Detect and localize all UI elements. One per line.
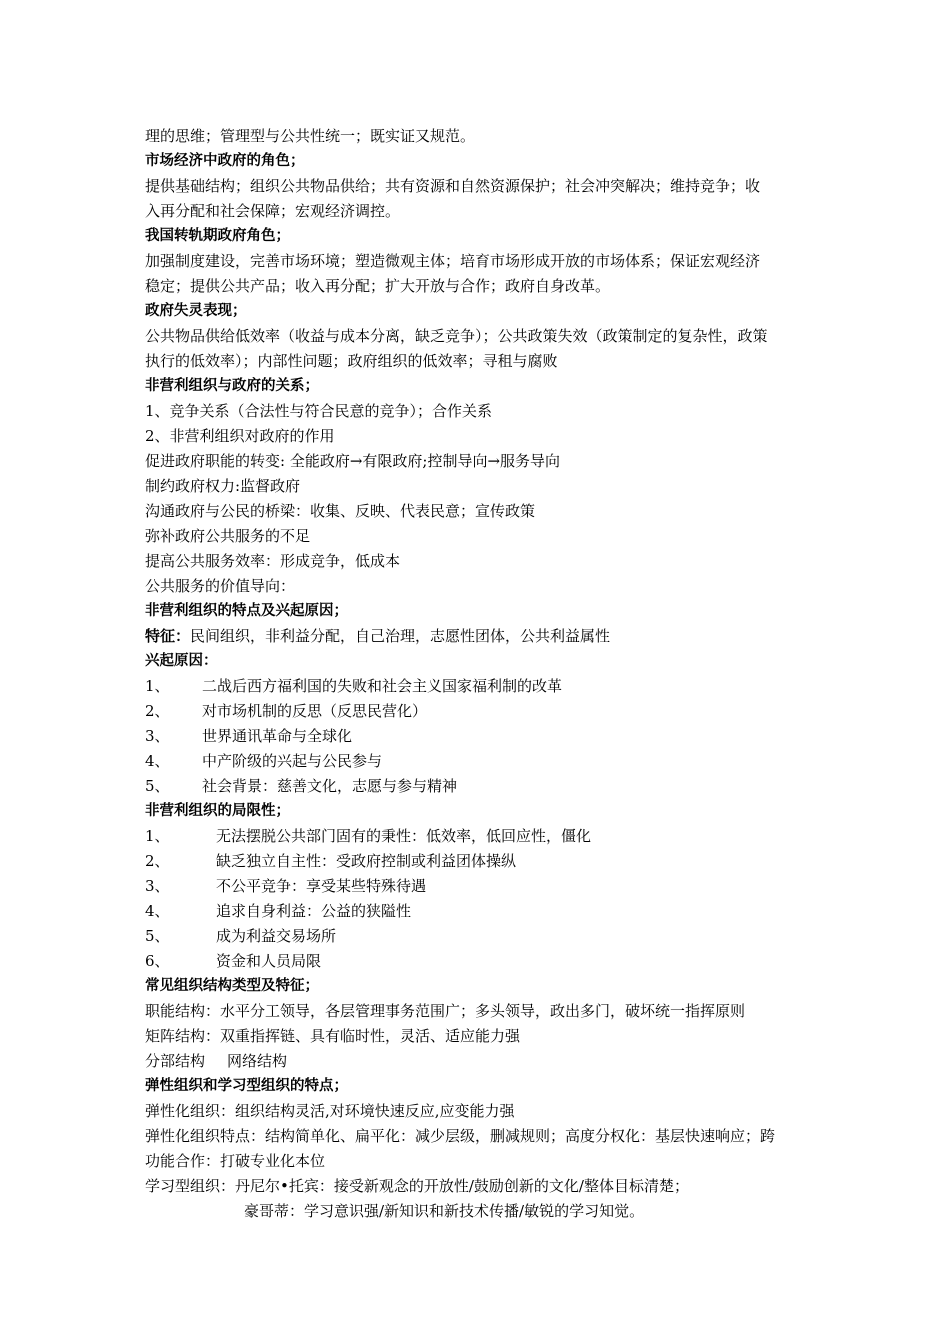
- network-structure-label: 网络结构: [227, 1052, 288, 1070]
- list-text: 追求自身利益：公益的狭隘性: [216, 902, 412, 920]
- text-line: 入再分配和社会保障；宏观经济调控。: [145, 202, 401, 220]
- list-number: 1、: [145, 677, 170, 695]
- text-line: 弹性化组织：组织结构灵活,对环境快速反应,应变能力强: [145, 1102, 515, 1120]
- text-line: 1、竞争关系（合法性与符合民意的竞争）；合作关系: [145, 402, 493, 420]
- features-label: 特征：: [145, 627, 191, 645]
- section-heading-npo-features: 非营利组织的特点及兴起原因；: [145, 603, 348, 619]
- text-line: 沟通政府与公民的桥梁：收集、反映、代表民意；宣传政策: [145, 502, 536, 520]
- text-line: 公共服务的价值导向：: [145, 577, 296, 595]
- list-number: 1、: [145, 827, 170, 845]
- text-line: 理的思维；管理型与公共性统一；既实证又规范。: [145, 127, 476, 145]
- list-item: [145, 924, 815, 949]
- list-text: 无法摆脱公共部门固有的秉性：低效率，低回应性，僵化: [216, 827, 592, 845]
- text-line: 功能合作：打破专业化本位: [145, 1152, 326, 1170]
- divisional-structure-label: 分部结构: [145, 1052, 206, 1070]
- section-heading-transition-role: 我国转轨期政府角色；: [145, 228, 290, 244]
- list-item: [145, 674, 815, 699]
- features-line: [145, 624, 815, 649]
- list-text: 不公平竞争：享受某些特殊待遇: [216, 877, 427, 895]
- text-line: 制约政府权力:监督政府: [145, 477, 301, 495]
- list-item: [145, 699, 815, 724]
- list-text: 对市场机制的反思（反思民营化）: [202, 702, 428, 720]
- list-number: 3、: [145, 877, 170, 895]
- rise-reasons-list: [145, 674, 815, 799]
- text-line: 学习型组织：丹尼尔•托宾：接受新观念的开放性/鼓励创新的文化/整体目标清楚；: [145, 1177, 689, 1195]
- list-number: 5、: [145, 777, 170, 795]
- list-number: 2、: [145, 702, 170, 720]
- list-number: 4、: [145, 902, 170, 920]
- list-item: [145, 724, 815, 749]
- list-text: 缺乏独立自主性：受政府控制或利益团体操纵: [216, 852, 517, 870]
- text-line: 公共物品供给低效率（收益与成本分离，缺乏竞争）；公共政策失效（政策制定的复杂性，政策: [145, 327, 768, 345]
- list-item: [145, 874, 815, 899]
- list-item: [145, 949, 815, 974]
- text-line: 豪哥蒂：学习意识强/新知识和新技术传播/敏锐的学习知觉。: [244, 1202, 645, 1220]
- document-body: [145, 124, 815, 1224]
- text-line: 提供基础结构；组织公共物品供给；共有资源和自然资源保护；社会冲突解决；维持竞争；收: [145, 177, 761, 195]
- text-line: 提高公共服务效率：形成竞争，低成本: [145, 552, 401, 570]
- text-line: 弹性化组织特点：结构简单化、扁平化：减少层级，删减规则；高度分权化：基层快速响应；跨: [145, 1127, 776, 1145]
- list-item: [145, 849, 815, 874]
- list-item: [145, 899, 815, 924]
- rise-reasons-label: 兴起原因：: [145, 653, 218, 669]
- text-line: [145, 1049, 815, 1074]
- section-heading-npo-limits: 非营利组织的局限性；: [145, 803, 290, 819]
- text-line: 矩阵结构：双重指挥链、具有临时性，灵活、适应能力强: [145, 1027, 521, 1045]
- list-number: 2、: [145, 852, 170, 870]
- section-heading-npo-government: 非营利组织与政府的关系；: [145, 378, 319, 394]
- list-number: 3、: [145, 727, 170, 745]
- text-line: 稳定；提供公共产品；收入再分配；扩大开放与合作；政府自身改革。: [145, 277, 611, 295]
- text-line: 2、非营利组织对政府的作用: [145, 427, 335, 445]
- section-heading-government-failure: 政府失灵表现；: [145, 303, 247, 319]
- list-item: [145, 749, 815, 774]
- limits-list: [145, 824, 815, 974]
- features-text: 民间组织，非利益分配，自己治理，志愿性团体，公共利益属性: [190, 627, 611, 645]
- list-text: 资金和人员局限: [216, 952, 322, 970]
- text-line: 加强制度建设，完善市场环境；塑造微观主体；培育市场形成开放的市场体系；保证宏观经济: [145, 252, 761, 270]
- text-line: 促进政府职能的转变: 全能政府→有限政府;控制导向→服务导向: [145, 452, 561, 470]
- list-text: 社会背景：慈善文化，志愿与参与精神: [202, 777, 458, 795]
- text-line: 执行的低效率）；内部性问题；政府组织的低效率；寻租与腐败: [145, 352, 558, 370]
- list-number: 5、: [145, 927, 170, 945]
- list-text: 中产阶级的兴起与公民参与: [202, 752, 383, 770]
- text-line: 弥补政府公共服务的不足: [145, 527, 311, 545]
- list-item: [145, 774, 815, 799]
- section-heading-org-structures: 常见组织结构类型及特征；: [145, 978, 319, 994]
- list-text: 二战后西方福利国的失败和社会主义国家福利制的改革: [202, 677, 563, 695]
- list-text: 世界通讯革命与全球化: [202, 727, 353, 745]
- section-heading-market-role: 市场经济中政府的角色；: [145, 153, 305, 169]
- list-text: 成为利益交易场所: [216, 927, 337, 945]
- list-number: 4、: [145, 752, 170, 770]
- section-heading-flexible-learning: 弹性组织和学习型组织的特点；: [145, 1078, 348, 1094]
- list-item: [145, 824, 815, 849]
- text-line: 职能结构：水平分工领导，各层管理事务范围广；多头领导，政出多门，破坏统一指挥原则: [145, 1002, 746, 1020]
- list-number: 6、: [145, 952, 170, 970]
